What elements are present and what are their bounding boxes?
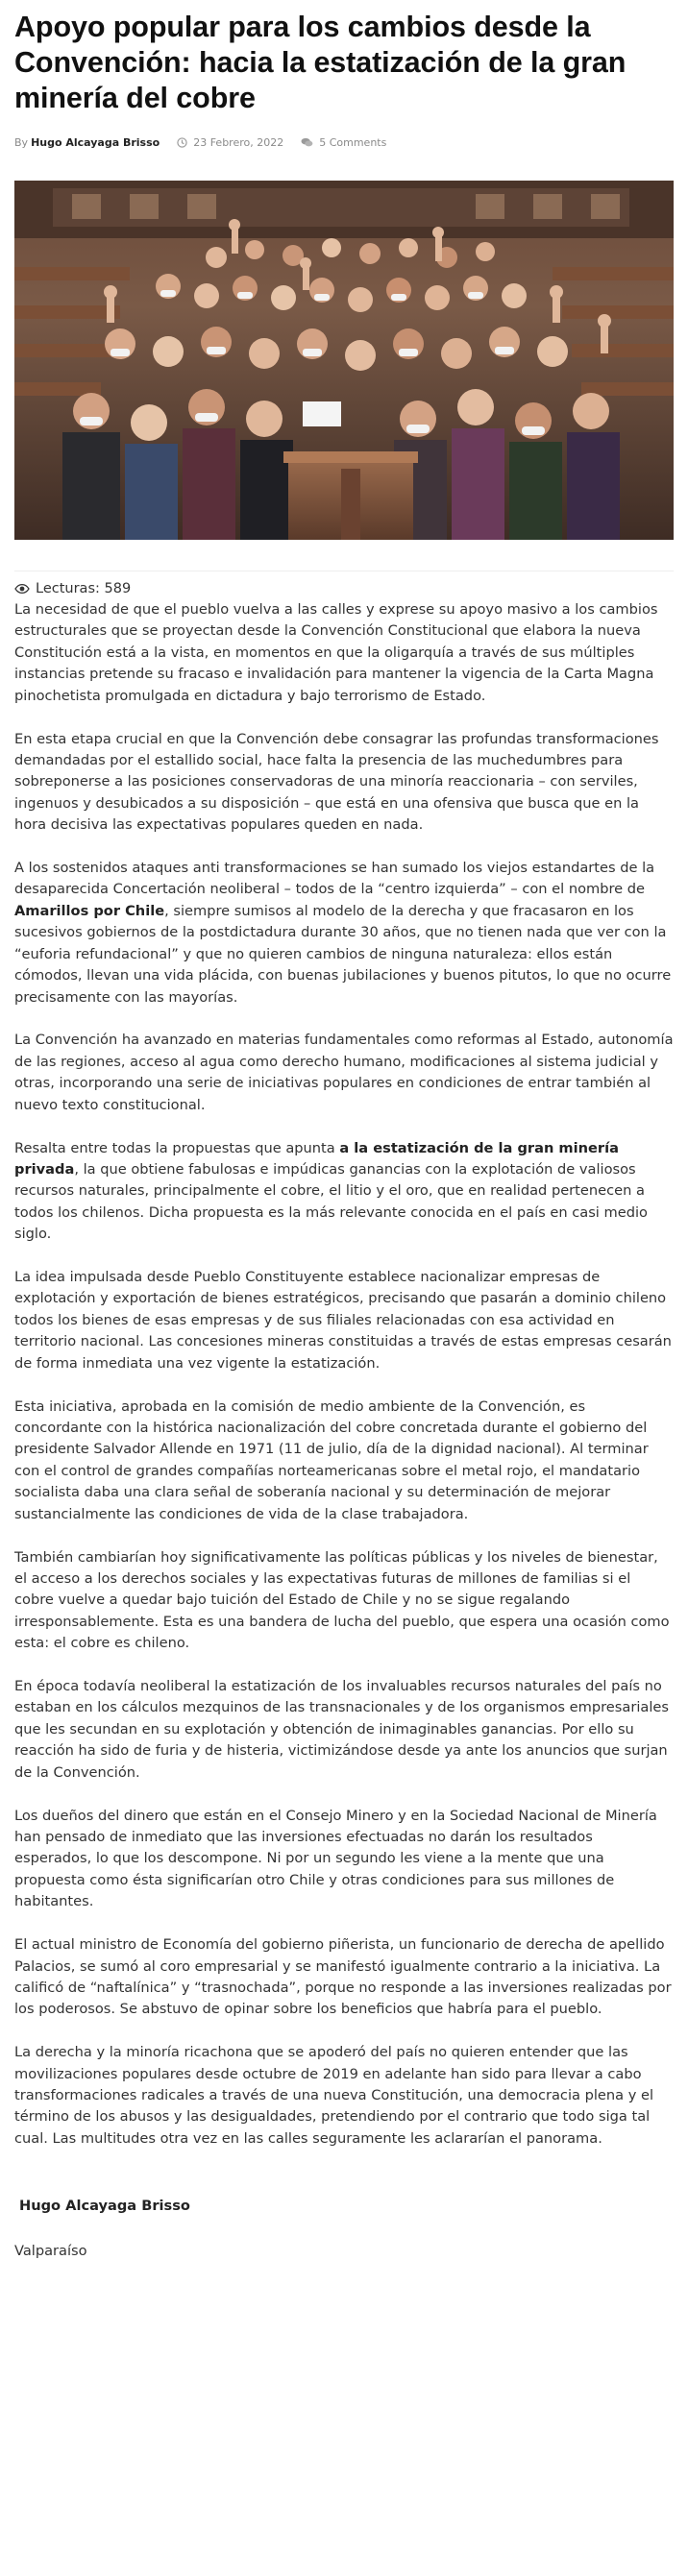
article-meta	[14, 134, 674, 150]
paragraph-3-text-a: A los sostenidos ataques anti transformaciones se han sumado los viejos estandartes de la desaparecida Concertación neoliberal – todos de la “centro izquierda” – con el nombre de	[14, 860, 655, 898]
paragraph-7: Esta iniciativa, aprobada en la comisión de medio ambiente de la Convención, es concordante con la histórica nacionalización del cobre concretada durante el gobierno del presidente Salvador Allende en 1971 (11 de julio, día de la dignidad nacional). Al terminar con el control de grandes compañías norteamericanas sobre el metal rojo, el mandatario socialista daba una clara señal de soberanía nacional y su determinación de mejorar sustancialmente las condiciones de vida de la clase trabajadora.	[14, 1397, 649, 1522]
featured-photo	[14, 181, 674, 540]
paragraph-5-bold: a la estatización de la gran minería privada	[14, 1139, 619, 1178]
paragraph-4: La Convención ha avanzado en materias fundamentales como reformas al Estado, autonomía de las regiones, acceso al agua como derecho humano, modificaciones al sistema judicial y otras, incorporando una serie de iniciativas populares en condiciones de entrar también al nuevo texto constitucional.	[14, 1032, 674, 1113]
comments-icon	[301, 137, 313, 148]
signature-city: Valparaíso	[14, 2243, 87, 2260]
paragraph-5-text-a: Resalta entre todas la propuestas que apunta	[14, 1139, 340, 1156]
article-title: Apoyo popular para los cambios desde la Convención: hacia la estatización de la gran minería del cobre	[14, 11, 627, 114]
paragraph-5	[14, 1138, 674, 1246]
paragraph-3-bold: Amarillos por Chile	[14, 902, 165, 919]
paragraph-5-text-b: , la que obtiene fabulosas e impúdicas ganancias con la explotación de valiosos recursos naturales, principalmente el cobre, el litio y el oro, que en realidad pertenecen a todos los chilenos. Dicha propuesta es la más relevante conocida en el país en casi medio siglo.	[14, 1160, 648, 1243]
eye-icon	[14, 584, 30, 594]
paragraph-6: La idea impulsada desde Pueblo Constituyente establece nacionalizar empresas de explotación y exportación de bienes estratégicos, precisando que pasarán a dominio chileno todos los bienes de esas empresas y de sus filiales relacionadas con esa actividad en territorio nacional. Las concesiones mineras constituidas a través de estas empresas cesarán de forma inmediata una vez vigente la estatización.	[14, 1269, 672, 1372]
comments-link[interactable]	[301, 136, 386, 149]
paragraph-11: El actual ministro de Economía del gobierno piñerista, un funcionario de derecha de apellido Palacios, se sumó al coro empresarial y se manifestó igualmente contrario a la iniciativa. La calificó de “naftalínica” y “trasnochada”, porque no responde a las inversiones realizadas por los poderosos. Se abstuvo de opinar sobre los beneficios que habría para el pueblo.	[14, 1936, 672, 2018]
views-count: Lecturas: 589	[36, 580, 132, 596]
views-counter	[14, 571, 674, 597]
comments-count: 5 Comments	[319, 135, 387, 149]
paragraph-12: La derecha y la minoría ricachona que se apoderó del país no quieren entender que las movilizaciones populares desde octubre de 2019 en adelante han sido para llevar a cabo transformaciones radicales a través de una nueva Constitución, una democracia plena y el término de los abusos y las desigualdades, pretendiendo por el contrario que todo siga tal cual. Las multitudes otra vez en las calles seguramente les aclararían el panorama.	[14, 2044, 654, 2147]
author-link[interactable]: Hugo Alcayaga Brisso	[31, 135, 160, 149]
paragraph-3	[14, 858, 674, 1009]
crowd-photo-illustration	[14, 181, 674, 540]
article-body	[14, 599, 674, 2150]
paragraph-2: En esta etapa crucial en que la Convención debe consagrar las profundas transformaciones demandadas por el estallido social, hace falta la presencia de las muchedumbres para sobreponerse a las posiciones conservadoras de una minoría reaccionaria – con serviles, ingenuos y desubicados a su disposición – que está en una ofensiva que busca que en la hora decisiva las expectativas populares queden en nada.	[14, 730, 659, 834]
paragraph-1: La necesidad de que el pueblo vuelva a las calles y exprese su apoyo masivo a los cambios estructurales que se proyectan desde la Convención Constitucional que elabora la nueva Constitución está a la vista, en momentos en que la oligarquía a través de sus múltiples instancias pretende su fracaso e invalidación para mantener la vigencia de la Carta Magna pinochetista promulgada en dictadura y bajo terrorismo de Estado.	[14, 601, 658, 704]
date-item	[177, 136, 283, 149]
publish-date: 23 Febrero, 2022	[193, 135, 284, 149]
clock-icon	[177, 137, 187, 148]
paragraph-3-text-b: , siempre sumisos al modelo de la derecha y que fracasaron en los sucesivos gobiernos de la postdictadura durante 30 años, que no tienen nada que ver con la “euforia refundacional” y que no quieren cambios de ninguna naturaleza: ellos están cómodos, llevan una vida plácida, con buenas jubilaciones y buenos pitutos, lo que no ocurre precisamente con las mayorías.	[14, 902, 672, 1006]
by-label: By	[14, 135, 29, 149]
paragraph-10: Los dueños del dinero que están en el Consejo Minero y en la Sociedad Nacional de Minería han pensado de inmediato que las inversiones efectuadas no darán los resultados esperados, lo que los descompone. Ni por un segundo les viene a la mente que una propuesta como ésta significarían otro Chile y otras condiciones para sus millones de habitantes.	[14, 1807, 657, 1910]
paragraph-8: También cambiarían hoy significativamente las políticas públicas y los niveles de bienestar, el acceso a los derechos sociales y las expectativas futuras de millones de familias si el cobre vuelve a quedar bajo tuición del Estado de Chile y no se sigue regalando irresponsablemente. Esta es una bandera de lucha del pueblo, que espera una ocasión como esta: el cobre es chileno.	[14, 1548, 670, 1652]
signature-author: Hugo Alcayaga Brisso	[19, 2198, 190, 2215]
paragraph-9: En época todavía neoliberal la estatización de los invaluables recursos naturales del país no estaban en los cálculos mezquinos de las transnacionales y de los organismos empresariales que les secundan en su explotación y obtención de inimaginables ganancias. Por ello su reacción ha sido de furia y de histeria, victimizándose desde ya ante los anuncios que surjan de la Convención.	[14, 1678, 669, 1781]
